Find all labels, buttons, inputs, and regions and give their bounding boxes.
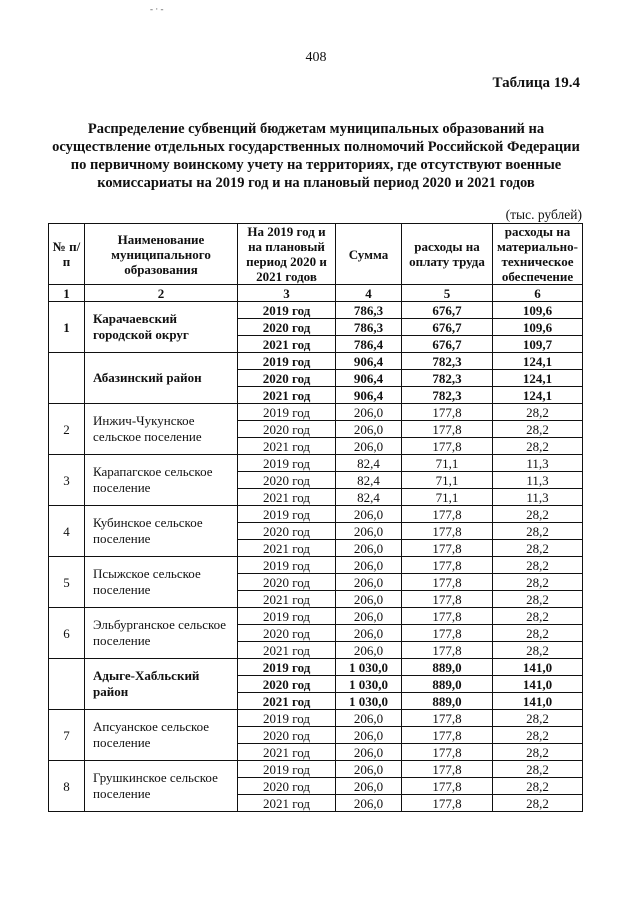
labor-cost: 177,8: [402, 642, 493, 659]
material-cost: 28,2: [493, 778, 583, 795]
sum-value: 206,0: [336, 778, 402, 795]
table-row: [49, 608, 583, 625]
period-year: 2021 год: [238, 642, 336, 659]
material-cost: 28,2: [493, 506, 583, 523]
row-number: 7: [49, 710, 85, 761]
material-cost: 141,0: [493, 676, 583, 693]
column-number: 2: [85, 285, 238, 302]
period-year: 2020 год: [238, 676, 336, 693]
labor-cost: 177,8: [402, 557, 493, 574]
period-year: 2019 год: [238, 659, 336, 676]
period-year: 2019 год: [238, 353, 336, 370]
column-number-row: [49, 285, 583, 302]
table-row: [49, 404, 583, 421]
table-row: [49, 302, 583, 319]
row-number: 2: [49, 404, 85, 455]
sum-value: 206,0: [336, 795, 402, 812]
row-number: [49, 353, 85, 404]
column-number: 3: [238, 285, 336, 302]
municipality-name: Карачаевский городской округ: [85, 302, 238, 353]
labor-cost: 177,8: [402, 710, 493, 727]
page-number: 408: [305, 50, 327, 65]
period-year: 2019 год: [238, 608, 336, 625]
material-cost: 28,2: [493, 591, 583, 608]
header-material: расходы на материально-техническое обеспечение: [493, 224, 583, 285]
period-year: 2021 год: [238, 336, 336, 353]
labor-cost: 177,8: [402, 404, 493, 421]
period-year: 2020 год: [238, 625, 336, 642]
material-cost: 28,2: [493, 710, 583, 727]
sum-value: 206,0: [336, 574, 402, 591]
material-cost: 11,3: [493, 489, 583, 506]
table-row: [49, 710, 583, 727]
municipality-name: Адыге-Хабльский район: [85, 659, 238, 710]
document-title: Распределение субвенций бюджетам муниципальных образований на осуществление отдельных государственных полномочий Российской Федерации по первичному воинскому учету на территориях, где отсутствуют военные комиссариаты на 2019 год и на плановый период 2020 и 2021 годов: [52, 121, 580, 191]
period-year: 2019 год: [238, 404, 336, 421]
sum-value: 206,0: [336, 761, 402, 778]
municipality-name: Кубинское сельское поселение: [85, 506, 238, 557]
labor-cost: 71,1: [402, 489, 493, 506]
material-cost: 28,2: [493, 557, 583, 574]
column-number: 1: [49, 285, 85, 302]
labor-cost: 782,3: [402, 353, 493, 370]
material-cost: 11,3: [493, 455, 583, 472]
column-number: 5: [402, 285, 493, 302]
period-year: 2020 год: [238, 421, 336, 438]
table-row: [49, 761, 583, 778]
sum-value: 906,4: [336, 370, 402, 387]
labor-cost: 676,7: [402, 319, 493, 336]
period-year: 2021 год: [238, 591, 336, 608]
material-cost: 28,2: [493, 608, 583, 625]
material-cost: 28,2: [493, 523, 583, 540]
material-cost: 28,2: [493, 642, 583, 659]
material-cost: 28,2: [493, 438, 583, 455]
table-row: [49, 353, 583, 370]
column-number: 6: [493, 285, 583, 302]
table-row: [49, 557, 583, 574]
period-year: 2020 год: [238, 523, 336, 540]
labor-cost: 782,3: [402, 370, 493, 387]
material-cost: 28,2: [493, 421, 583, 438]
labor-cost: 71,1: [402, 472, 493, 489]
municipality-name: Карапагское сельское поселение: [85, 455, 238, 506]
sum-value: 206,0: [336, 557, 402, 574]
material-cost: 28,2: [493, 404, 583, 421]
sum-value: 206,0: [336, 404, 402, 421]
labor-cost: 177,8: [402, 540, 493, 557]
period-year: 2021 год: [238, 795, 336, 812]
row-number: 4: [49, 506, 85, 557]
labor-cost: 177,8: [402, 523, 493, 540]
labor-cost: 889,0: [402, 676, 493, 693]
header-labor: расходы на оплату труда: [402, 224, 493, 285]
period-year: 2020 год: [238, 574, 336, 591]
header-name: Наименование муниципального образования: [85, 224, 238, 285]
material-cost: 28,2: [493, 625, 583, 642]
labor-cost: 177,8: [402, 438, 493, 455]
table-row: [49, 506, 583, 523]
labor-cost: 177,8: [402, 761, 493, 778]
sum-value: 206,0: [336, 421, 402, 438]
sum-value: 906,4: [336, 353, 402, 370]
labor-cost: 177,8: [402, 506, 493, 523]
period-year: 2020 год: [238, 319, 336, 336]
sum-value: 206,0: [336, 744, 402, 761]
labor-cost: 177,8: [402, 608, 493, 625]
labor-cost: 177,8: [402, 727, 493, 744]
table-row: [49, 455, 583, 472]
unit-note: (тыс. рублей): [505, 207, 582, 222]
header-period: На 2019 год и на плановый период 2020 и 2021 годов: [238, 224, 336, 285]
material-cost: 109,7: [493, 336, 583, 353]
sum-value: 82,4: [336, 455, 402, 472]
subvention-table: [48, 223, 583, 812]
header-row: [49, 224, 583, 285]
sum-value: 786,3: [336, 319, 402, 336]
table-row: [49, 659, 583, 676]
sum-value: 206,0: [336, 642, 402, 659]
period-year: 2019 год: [238, 455, 336, 472]
period-year: 2021 год: [238, 438, 336, 455]
table-label: Таблица 19.4: [492, 75, 580, 91]
labor-cost: 177,8: [402, 744, 493, 761]
row-number: 3: [49, 455, 85, 506]
labor-cost: 889,0: [402, 693, 493, 710]
labor-cost: 177,8: [402, 574, 493, 591]
labor-cost: 177,8: [402, 625, 493, 642]
period-year: 2021 год: [238, 489, 336, 506]
period-year: 2019 год: [238, 302, 336, 319]
material-cost: 141,0: [493, 659, 583, 676]
sum-value: 1 030,0: [336, 659, 402, 676]
sum-value: 1 030,0: [336, 676, 402, 693]
sum-value: 1 030,0: [336, 693, 402, 710]
period-year: 2021 год: [238, 693, 336, 710]
table-body: [49, 302, 583, 812]
row-number: [49, 659, 85, 710]
sum-value: 206,0: [336, 608, 402, 625]
material-cost: 124,1: [493, 387, 583, 404]
labor-cost: 676,7: [402, 336, 493, 353]
period-year: 2019 год: [238, 557, 336, 574]
material-cost: 124,1: [493, 353, 583, 370]
period-year: 2021 год: [238, 744, 336, 761]
period-year: 2021 год: [238, 540, 336, 557]
row-number: 8: [49, 761, 85, 812]
period-year: 2019 год: [238, 761, 336, 778]
labor-cost: 177,8: [402, 795, 493, 812]
material-cost: 28,2: [493, 795, 583, 812]
sum-value: 206,0: [336, 540, 402, 557]
sum-value: 786,4: [336, 336, 402, 353]
labor-cost: 177,8: [402, 591, 493, 608]
header-sum: Сумма: [336, 224, 402, 285]
labor-cost: 177,8: [402, 778, 493, 795]
material-cost: 28,2: [493, 744, 583, 761]
labor-cost: 177,8: [402, 421, 493, 438]
sum-value: 206,0: [336, 523, 402, 540]
sum-value: 206,0: [336, 710, 402, 727]
period-year: 2020 год: [238, 727, 336, 744]
scan-mark: - · -: [150, 4, 164, 14]
column-number: 4: [336, 285, 402, 302]
row-number: 5: [49, 557, 85, 608]
labor-cost: 71,1: [402, 455, 493, 472]
municipality-name: Инжич-Чукунское сельское поселение: [85, 404, 238, 455]
period-year: 2021 год: [238, 387, 336, 404]
material-cost: 28,2: [493, 727, 583, 744]
row-number: 1: [49, 302, 85, 353]
municipality-name: Эльбурганское сельское поселение: [85, 608, 238, 659]
period-year: 2020 год: [238, 472, 336, 489]
municipality-name: Апсуанское сельское поселение: [85, 710, 238, 761]
header-num: № п/п: [49, 224, 85, 285]
sum-value: 82,4: [336, 489, 402, 506]
material-cost: 141,0: [493, 693, 583, 710]
municipality-name: Псыжское сельское поселение: [85, 557, 238, 608]
labor-cost: 889,0: [402, 659, 493, 676]
labor-cost: 782,3: [402, 387, 493, 404]
municipality-name: Грушкинское сельское поселение: [85, 761, 238, 812]
period-year: 2020 год: [238, 370, 336, 387]
material-cost: 109,6: [493, 319, 583, 336]
labor-cost: 676,7: [402, 302, 493, 319]
sum-value: 206,0: [336, 625, 402, 642]
material-cost: 28,2: [493, 574, 583, 591]
material-cost: 124,1: [493, 370, 583, 387]
material-cost: 109,6: [493, 302, 583, 319]
material-cost: 11,3: [493, 472, 583, 489]
material-cost: 28,2: [493, 540, 583, 557]
sum-value: 206,0: [336, 591, 402, 608]
sum-value: 206,0: [336, 727, 402, 744]
municipality-name: Абазинский район: [85, 353, 238, 404]
sum-value: 906,4: [336, 387, 402, 404]
row-number: 6: [49, 608, 85, 659]
period-year: 2019 год: [238, 710, 336, 727]
sum-value: 786,3: [336, 302, 402, 319]
period-year: 2020 год: [238, 778, 336, 795]
sum-value: 82,4: [336, 472, 402, 489]
sum-value: 206,0: [336, 506, 402, 523]
period-year: 2019 год: [238, 506, 336, 523]
material-cost: 28,2: [493, 761, 583, 778]
sum-value: 206,0: [336, 438, 402, 455]
